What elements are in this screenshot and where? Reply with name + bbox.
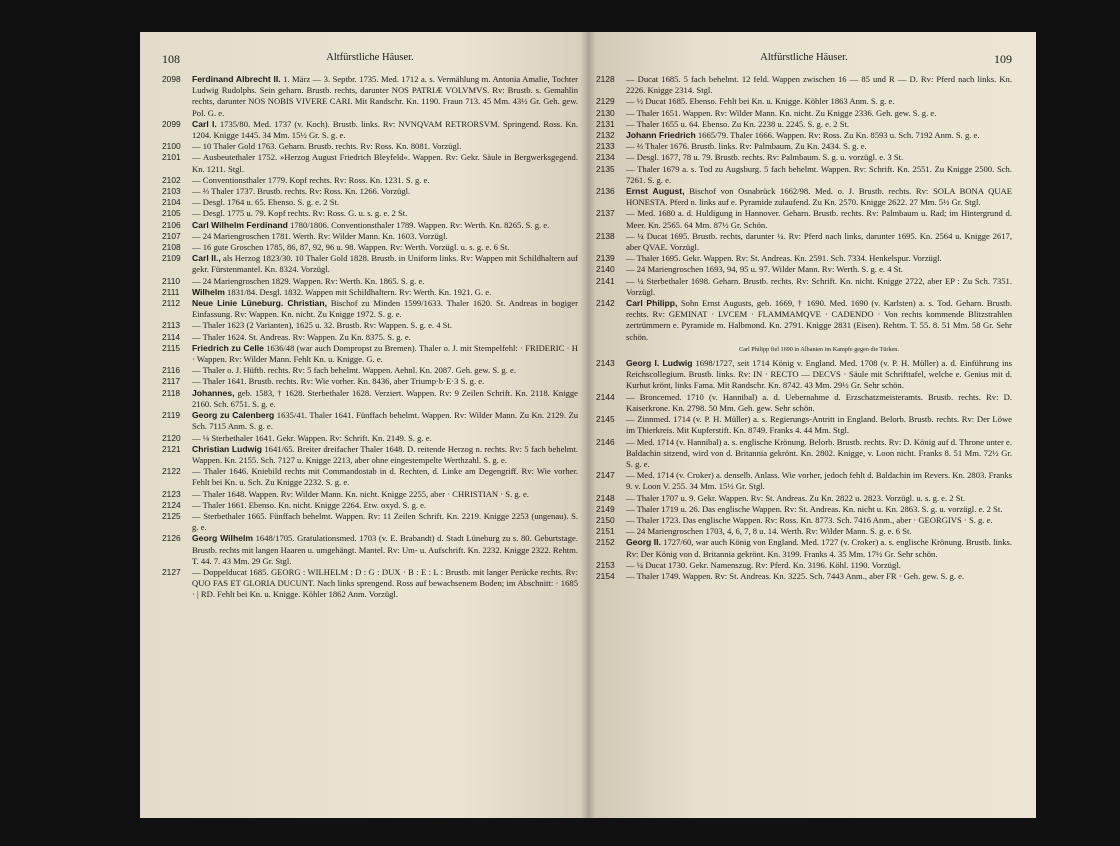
entry-text: — Thaler 1723. Das englische Wappen. Rv: Ross. Kn. 8773. Sch. 7416 Anm., aber · GEORGIVS · S. g. e. (626, 514, 993, 525)
entry-text: — Desgl. 1677, 78 u. 79. Brustb. rechts. Rv: Palmbaum. S. g. u. vorzügl. e. 3 St. (626, 152, 904, 163)
entry-description (192, 152, 578, 174)
entry-description (192, 388, 578, 410)
lot-number: 2149 (596, 503, 615, 514)
lot-number: 2132 (596, 130, 615, 141)
lot-number: 2151 (596, 526, 615, 537)
lot-number: 2127 (162, 566, 181, 577)
entry-text: — ⅛ Sterbethaler 1641. Gekr. Wappen. Rv: Schrift. Kn. 2149. S. g. e. (192, 432, 432, 443)
lot-number: 2100 (162, 141, 181, 152)
entry-text: — Thaler 1707 u. 9. Gekr. Wappen. Rv: St. Andreas. Zu Kn. 2822 u. 2823. Vorzügl. u. s. g. e. 2 St. (626, 492, 966, 503)
entry-text: — Thaler 1623 (2 Varianten), 1625 u. 32. Brustb. Rv: Wappen. S. g. e. 4 St. (192, 320, 452, 331)
ruler-heading: Carl II., (192, 253, 221, 264)
entry-description (626, 231, 1012, 253)
ruler-heading: Wilhelm (192, 286, 225, 297)
ruler-heading: Ernst August, (626, 186, 685, 197)
entry-description (192, 466, 578, 488)
entry-description (626, 537, 1012, 559)
catalog-entry (162, 567, 578, 601)
lot-number: 2130 (596, 107, 615, 118)
footnote: Carl Philipp fiel 1690 in Albanien im Kampfe gegen die Türken. (739, 345, 899, 353)
catalog-entry (596, 537, 1012, 559)
lot-number: 2129 (596, 96, 615, 107)
left-running-title: Altfürstliche Häuser. (326, 52, 414, 63)
entry-text: — ¼ Ducat 1730. Gekr. Namenszug. Rv: Pferd. Kn. 3196. Köhl. 1190. Vorzügl. (626, 559, 901, 570)
lot-number: 2145 (596, 414, 615, 425)
entry-description (626, 164, 1012, 186)
entry-text: — Thaler 1749. Wappen. Rv: St. Andreas. Kn. 3225. Sch. 7443 Anm., aber FR · Geh. gew. S. g. e. (626, 570, 965, 581)
entry-description (626, 515, 1012, 526)
entry-text: 1636/48 (war auch Dompropst zu Bremen). Thaler o. J. mit Stempelfehl: · FRIDERIC · H · Wappen. Rv: Wilder Mann. Fehlt Kn. u. Knigge. G. e. (192, 342, 579, 365)
entry-description (192, 242, 578, 253)
catalog-entry (596, 414, 1012, 436)
lot-number: 2133 (596, 141, 615, 152)
entry-description (192, 231, 578, 242)
right-running-title: Altfürstliche Häuser. (760, 52, 848, 63)
entry-description (192, 208, 578, 219)
catalog-entry (596, 130, 1012, 141)
lot-number: 2103 (162, 186, 181, 197)
entry-description (626, 298, 1012, 343)
lot-number: 2114 (162, 331, 181, 342)
entry-description (626, 264, 1012, 275)
entry-description (192, 332, 578, 343)
entry-description (192, 141, 578, 152)
catalog-entry (162, 365, 578, 376)
entry-description (626, 358, 1012, 392)
entry-description (192, 287, 578, 298)
left-entry-list (162, 74, 578, 601)
lot-number: 2105 (162, 208, 181, 219)
catalog-entry (162, 489, 578, 500)
lot-number: 2153 (596, 559, 615, 570)
catalog-entry (162, 332, 578, 343)
entry-text: — 24 Mariengroschen 1693, 94, 95 u. 97. Wilder Mann. Rv: Werth. S. g. e. 4 St. (626, 264, 903, 275)
catalog-entry (162, 410, 578, 432)
entry-text: — ¼ Ducat 1695. Brustb. rechts, darunter ¼. Rv: Pferd nach links, darunter 1695. Kn. 2564 u. Knigge 2617, aber QVAE. Vorzügl. (626, 230, 1012, 253)
entry-description (192, 253, 578, 275)
lot-number: 2136 (596, 186, 615, 197)
catalog-entry (596, 96, 1012, 107)
entry-text: — 24 Mariengroschen 1703, 4, 6, 7, 8 u. 14. Werth. Rv: Wilder Mann. S. g. e. 6 St. (626, 526, 912, 537)
catalog-entry (162, 533, 578, 567)
lot-number: 2147 (596, 470, 615, 481)
entry-description (626, 141, 1012, 152)
entry-text: Sohn Ernst Augusts, geb. 1669, † 1690. Med. 1690 (v. Karlsten) a. s. Tod. Geharn. Brustb. rechts. Rv: GEMINAT · LVCEM · FLAMMAMQVE · CADENDO · Von rechts kommende Blitzstrahlen zertrümmern e. Pyramide m. Halbmond. Kn. 2791. Knigge 2831 (Eisen). Rehtm. T. 55. 8. 51 Mm. 58 Gr. Sehr schön. (626, 298, 1013, 342)
entry-text: — Thaler 1648. Wappen. Rv: Wilder Mann. Kn. nicht. Knigge 2255, aber · CHRISTIAN · S. g. e. (192, 488, 529, 499)
lot-number: 2148 (596, 492, 615, 503)
catalog-entry (162, 500, 578, 511)
left-page-number: 108 (162, 52, 180, 66)
lot-number: 2112 (162, 298, 181, 309)
lot-number: 2126 (162, 533, 181, 544)
lot-number: 2128 (596, 74, 615, 84)
catalog-entry (596, 74, 1012, 96)
catalog-entry (162, 320, 578, 331)
catalog-entry (162, 152, 578, 174)
entry-text: — Thaler 1679 a. s. Tod zu Augsburg. 5 fach behelmt. Wappen. Rv: Schrift. Kn. 2551. Zu Knigge 2500. Sch. 7261. S. g. e. (626, 163, 1012, 185)
entry-text: — 16 gute Groschen 1785, 86, 87, 92, 96 u. 98. Wappen. Rv: Werth. Vorzügl. u. s. g. e. 6 St. (192, 242, 510, 253)
ruler-heading: Georg zu Calenberg (192, 410, 275, 421)
catalog-entry (596, 231, 1012, 253)
catalog-entry (596, 493, 1012, 504)
catalog-entry (162, 253, 578, 275)
entry-text: — Med. 1714 (v. Hannibal) a. s. englische Krönung. Belorb. Brustb. rechts. Rv: D. König auf d. Throne unter e. Baldachin sitzend, wird von d. Britannia gekrönt. Kn. 2802. Knigge, v. Loon nicht. Franks 8. 51 Mm. 72½ Gr. S. g. e. (626, 436, 1012, 469)
catalog-entry (162, 186, 578, 197)
entry-description (626, 152, 1012, 163)
entry-description (192, 365, 578, 376)
catalog-entry (162, 511, 578, 533)
catalog-entry (162, 276, 578, 287)
entry-text: — ¼ Sterbethaler 1698. Geharn. Brustb. rechts. Rv: Schrift. Kn. nicht. Knigge 2722, aber EP : Zu Sch. 7351. Vorzügl. (626, 275, 1012, 297)
entry-description (192, 175, 578, 186)
entry-description (192, 119, 578, 141)
entry-description (192, 376, 578, 387)
entry-text: als Herzog 1823/30. 10 Thaler Gold 1828. Brustb. in Uniform links. Rv: Wappen mit Schildhaltern auf gekr. Fürstenmantel. Kn. 8324. Vorzügl. (192, 253, 579, 275)
entry-text: — Thaler o. J. Hüftb. rechts. Rv: 5 fach behelmt. Wappen. Aehnl. Kn. 2087. Geh. gew. S. g. e. (192, 365, 516, 376)
catalog-entry (162, 466, 578, 488)
entry-text: — Broncemed. 1710 (v. Hannibal) a. d. Uebernahme d. Erzschatzmeisteramts. Brustb. rechts. Rv: D. Kaiserkrone. Kn. 2798. 50 Mm. Geh. gew. Sehr schön. (626, 391, 1012, 413)
entry-text: — ½ Ducat 1685. Ebenso. Fehlt bei Kn. u. Knigge. Köhler 1863 Anm. S. g. e. (626, 96, 895, 107)
catalog-entry (596, 504, 1012, 515)
lot-number: 2124 (162, 499, 181, 510)
lot-number: 2122 (162, 466, 181, 477)
entry-text: — Thaler 1651. Wappen. Rv: Wilder Mann. Kn. nicht. Zu Knigge 2336. Geh. gew. S. g. e. (626, 107, 937, 118)
entry-description (626, 571, 1012, 582)
catalog-entry (162, 388, 578, 410)
entry-description (626, 560, 1012, 571)
entry-text: — Med. 1714 (v. Croker) a. denselb. Anlass. Wie vorher, jedoch fehlt d. Baldachin im Revers. Kn. 2803. Franks 9. v. Loon V. 255. 34 Mm. 15½ Gr. Stgl. (626, 470, 1012, 492)
lot-number: 2154 (596, 570, 615, 581)
entry-description (626, 526, 1012, 537)
entry-text: — Doppelducat 1685. GEORG : WILHELM : D : G : DUX · B : E : L : Brustb. mit langer Perücke rechts. Rv: QUO FAS ET GLORIA DUCUNT. Nach links sprengend. Ross auf bewachsenem Boden; im Abschnitt: · 1685 · | RD. Fehlt bei Kn. u. Knigge. Köhler 1862 Anm. Vorzügl. (192, 566, 578, 600)
entry-description (192, 410, 578, 432)
catalog-entry (162, 141, 578, 152)
entry-description (192, 500, 578, 511)
entry-text: Bischof zu Minden 1599/1633. Thaler 1620. St. Andreas in bogiger Einfassung. Rv: Wappen. Kn. nicht. Zu Knigge 1972. S. g. e. (192, 298, 579, 320)
lot-number: 2099 (162, 118, 181, 129)
catalog-entry (596, 470, 1012, 492)
lot-number: 2109 (162, 253, 181, 264)
entry-text: — 10 Thaler Gold 1763. Geharn. Brustb. rechts. Rv: Ross. Kn. 8081. Vorzügl. (192, 141, 462, 152)
ruler-heading: Neue Linie Lüneburg. Christian, (192, 298, 327, 309)
entry-description (626, 119, 1012, 130)
catalog-entry (596, 571, 1012, 582)
ruler-heading: Carl I. (192, 118, 217, 129)
lot-number: 2098 (162, 74, 181, 84)
catalog-entry (162, 242, 578, 253)
lot-number: 2113 (162, 320, 181, 331)
catalog-entry (162, 74, 578, 119)
entry-description (192, 444, 578, 466)
entry-text: — Thaler 1624. St. Andreas. Rv: Wappen. Zu Kn. 8375. S. g. e. (192, 331, 411, 342)
ruler-heading: Georg II. (626, 537, 661, 548)
lot-number: 2101 (162, 152, 181, 163)
entry-description (192, 74, 578, 119)
ruler-heading: Georg Wilhelm (192, 533, 253, 544)
entry-text: 1698/1727, seit 1714 König v. England. Med. 1708 (v. P. H. Müller) a. d. Einführung ins Reichscollegium. Brustb. links. Rv: IN · RECTO — DECVS · Säule mit Schrifttafel, welche e. Genius mit d. Kurhut krönt, links Fama. Mit Randschr. Kn. 8742. 43 Mm. 29½ Gr. Sehr schön. (626, 358, 1012, 391)
catalog-entry (596, 298, 1012, 343)
entry-description (192, 276, 578, 287)
catalog-entry (596, 276, 1012, 298)
entry-description (192, 220, 578, 231)
entry-text: — Conventionsthaler 1779. Kopf rechts. Rv: Ross. Kn. 1231. S. g. e. (192, 174, 430, 185)
lot-number: 2117 (162, 376, 181, 387)
entry-text: — Desgl. 1775 u. 79. Kopf rechts. Rv: Ross. G. u. s. g. e. 2 St. (192, 208, 408, 219)
lot-number: 2111 (162, 286, 180, 297)
entry-text: 1. März — 3. Septbr. 1735. Med. 1712 a. s. Vermählung m. Antonia Amalie, Tochter Ludwig Rudolphs. Sein geharn. Brustb. rechts, darunter NOS PATRIÆ VOLVMVS. Rv: Brustb. s. Gemahlin rechts, darunter NOS NOBIS VIVERE CARI. Mit Randschr. Kn. 1190. Fraun 713. 45 Mm. 43½ Gr. Geh. gew. Pol. G. e. (192, 74, 578, 118)
catalog-entry (162, 444, 578, 466)
entry-description (626, 504, 1012, 515)
entry-description (192, 298, 578, 320)
ruler-heading: Ferdinand Albrecht II. (192, 74, 281, 84)
entry-text: 1641/65. Breiter dreifacher Thaler 1648. D. reitende Herzog n. rechts. Rv: 5 fach behelmt. Wappen. Kn. 2155. Sch. 7127 u. Knigge 2213, aber ohne eingestempelte Werthzahl. S. g. e. (192, 443, 578, 465)
lot-number: 2115 (162, 342, 181, 353)
entry-description (626, 130, 1012, 141)
catalog-entry (596, 392, 1012, 414)
entry-description (626, 186, 1012, 208)
lot-number: 2120 (162, 432, 181, 443)
entry-text: — Med. 1680 a. d. Huldigung in Hannover. Geharn. Brustb. rechts. Rv: Palmbaum u. Rad; im Hintergrund d. Meer. Kn. 2565. 64 Mm. 87½ Gr. Schön. (626, 208, 1012, 230)
catalog-entry (596, 141, 1012, 152)
catalog-entry (162, 287, 578, 298)
lot-number: 2106 (162, 219, 181, 230)
catalog-entry (162, 220, 578, 231)
entry-text: 1665/79. Thaler 1666. Wappen. Rv: Ross. Zu Kn. 8593 u. Sch. 7192 Anm. S. g. e. (697, 130, 980, 141)
entry-description (192, 186, 578, 197)
entry-text: 1780/1806. Conventionsthaler 1789. Wappen. Rv: Werth. Kn. 8265. S. g. e. (290, 219, 550, 230)
entry-text: 1727/60, war auch König von England. Med. 1727 (v. Croker) a. s. englische Krönung. Brustb. links. Rv: Der König von d. Britannia gekrönt. Kn. 3199. Franks 4. 35 Mm. 17½ Gr. Sehr schön. (626, 537, 1012, 559)
entry-text: — Thaler 1695. Gekr. Wappen. Rv: St. Andreas. Kn. 2591. Sch. 7334. Henkelspur. Vorzügl. (626, 253, 942, 264)
entry-text: — Desgl. 1764 u. 65. Ebenso. S. g. e. 2 St. (192, 197, 340, 208)
entry-text: — Thaler 1655 u. 64. Ebenso. Zu Kn. 2238 u. 2245. S. g. e. 2 St. (626, 118, 850, 129)
entry-description (626, 392, 1012, 414)
catalog-entry (596, 208, 1012, 230)
entry-description (626, 493, 1012, 504)
ruler-heading: Friedrich zu Celle (192, 342, 264, 353)
entry-description (626, 276, 1012, 298)
entry-description (626, 414, 1012, 436)
lot-number: 2143 (596, 358, 615, 369)
entry-text: — Ausbeutethaler 1752. »Herzog August Friedrich Bleyfeld«. Wappen. Rv: Gekr. Säule in Bergwerksgegend. Kn. 1211. Stgl. (192, 152, 578, 174)
catalog-entry (162, 376, 578, 387)
entry-description (192, 567, 578, 601)
entry-text: 1735/80. Med. 1737 (v. Koch). Brustb. links. Rv: NVNQVAM RETRORSVM. Springend. Ross. Kn. 1204. Knigge 1445. 34 Mm. 15½ Gr. S. g. e. (192, 118, 578, 141)
entry-description (192, 489, 578, 500)
entry-text: — Ducat 1685. 5 fach behelmt. 12 feld. Wappen zwischen 16 — 85 und R — D. Rv: Pferd nach links. Kn. 2226. Knigge 2314. Stgl. (626, 74, 1012, 96)
lot-number: 2116 (162, 365, 181, 376)
lot-number: 2123 (162, 488, 181, 499)
lot-number: 2118 (162, 387, 181, 398)
catalog-entry (162, 119, 578, 141)
catalog-entry (162, 208, 578, 219)
catalog-entry (596, 560, 1012, 571)
catalog-entry (596, 108, 1012, 119)
entry-text: geb. 1583, † 1628. Sterbethaler 1628. Verziert. Wappen. Rv: 9 Zeilen Schrift. Kn. 2118. Knigge 2160. Sch. 6751. S. g. e. (192, 387, 578, 409)
entry-text: — ⅔ Thaler 1676. Brustb. links. Rv: Palmbaum. Zu Kn. 2434. S. g. e. (626, 141, 867, 152)
lot-number: 2110 (162, 275, 181, 286)
entry-description (626, 96, 1012, 107)
lot-number: 2107 (162, 230, 181, 241)
catalog-entry (596, 253, 1012, 264)
lot-number: 2108 (162, 242, 181, 253)
right-page (588, 32, 1036, 818)
entry-text: 1648/1705. Gratulationsmed. 1703 (v. E. Brabandt) d. Stadt Lüneburg zu s. 80. Geburtstage. Brustb. rechts mit langen Haaren u. umgehängt. Mantel. Rv: Um- u. Aufschrift. Kn. 2232. Knigge 2322. Rehtm. T. 44. 7. 43 Mm. 29 Gr. Stgl. (192, 533, 578, 566)
catalog-entry (596, 437, 1012, 471)
right-page-header (596, 52, 1012, 68)
catalog-entry (162, 197, 578, 208)
lot-number: 2137 (596, 208, 615, 219)
lot-number: 2138 (596, 230, 615, 241)
entry-text: 1831/84. Desgl. 1832. Wappen mit Schildhaltern. Rv: Werth. Kn. 1921. G. e. (227, 286, 492, 297)
right-page-number: 109 (994, 52, 1012, 66)
ruler-heading: Johann Friedrich (626, 130, 696, 141)
catalog-entry (596, 358, 1012, 392)
ruler-heading: Christian Ludwig (192, 443, 262, 454)
catalog-entry (162, 433, 578, 444)
entry-description (626, 437, 1012, 471)
entry-description (192, 433, 578, 444)
lot-number: 2140 (596, 264, 615, 275)
lot-number: 2146 (596, 436, 615, 447)
left-page-header (162, 52, 578, 68)
book-gutter (580, 32, 596, 818)
ruler-heading: Carl Philipp, (626, 298, 678, 309)
lot-number: 2102 (162, 174, 181, 185)
entry-text: — Thaler 1646. Kniebild rechts mit Commandostab in d. Rechten, d. Linke am Degengriff. Rv: Wie vorher. Fehlt bei Kn. u. Sch. Zu Knigge 2232. S. g. e. (192, 466, 578, 488)
left-page (140, 32, 588, 818)
catalog-entry (162, 298, 578, 320)
lot-number: 2144 (596, 391, 615, 402)
entry-text: Bischof von Osnabrück 1662/98. Med. o. J. Brustb. rechts. Rv: SOLA BONA QUAE HONESTA. Pferd n. links auf e. Pyramide zulaufend. Zu Kn. 2570. Knigge 2622. 27 Mm. 5½ Gr. Stgl. (626, 186, 1012, 208)
lot-number: 2134 (596, 152, 615, 163)
lot-number: 2135 (596, 163, 615, 174)
entry-description (626, 208, 1012, 230)
catalog-entry (162, 231, 578, 242)
entry-text: — ⅔ Thaler 1737. Brustb. rechts. Rv: Ross. Kn. 1266. Vorzügl. (192, 186, 411, 197)
ruler-heading: Georg I. Ludwig (626, 358, 693, 369)
catalog-entry (596, 526, 1012, 537)
catalog-entry (162, 343, 578, 365)
entry-text: 1635/41. Thaler 1641. Fünffach behelmt. Wappen. Rv: Wilder Mann. Zu Kn. 2129. Zu Sch. 7115 Anm. S. g. e. (192, 410, 578, 432)
lot-number: 2131 (596, 118, 615, 129)
entry-description (192, 511, 578, 533)
book-spread (140, 32, 1036, 818)
entry-description (626, 74, 1012, 96)
catalog-entry (596, 186, 1012, 208)
entry-description (626, 470, 1012, 492)
ruler-heading: Carl Wilhelm Ferdinand (192, 219, 288, 230)
entry-description (192, 533, 578, 567)
entry-text: — 24 Mariengroschen 1829. Wappen. Rv: Werth. Kn. 1865. S. g. e. (192, 275, 425, 286)
catalog-entry (596, 119, 1012, 130)
entry-text: — Sterbethaler 1665. Fünffach behelmt. Wappen. Rv: 11 Zeilen Schrift. Kn. 2219. Knigge 2253 (ungenau). S. g. e. (192, 510, 578, 533)
catalog-entry (596, 164, 1012, 186)
entry-description (192, 197, 578, 208)
catalog-entry (162, 175, 578, 186)
entry-description (626, 108, 1012, 119)
entry-description (192, 343, 578, 365)
entry-text: — Thaler 1641. Brustb. rechts. Rv: Wie vorher. Kn. 8436, aber Triump·b·E·3 S. g. e. (192, 376, 485, 387)
catalog-entry (596, 515, 1012, 526)
catalog-entry (596, 264, 1012, 275)
entry-description (626, 253, 1012, 264)
ruler-heading: Johannes, (192, 387, 235, 398)
lot-number: 2121 (162, 443, 181, 454)
lot-number: 2150 (596, 514, 615, 525)
lot-number: 2119 (162, 410, 181, 421)
lot-number: 2125 (162, 510, 181, 521)
entry-text: — 24 Mariengroschen 1781. Werth. Rv: Wilder Mann. Kn. 1603. Vorzügl. (192, 230, 448, 241)
lot-number: 2139 (596, 253, 615, 264)
lot-number: 2104 (162, 197, 181, 208)
catalog-entry (596, 152, 1012, 163)
lot-number: 2152 (596, 537, 615, 548)
entry-text: — Thaler 1719 u. 26. Das englische Wappen. Rv: St. Andreas. Kn. nicht u. Kn. 2863. S. g. u. vorzügl. e. 2 St. (626, 503, 1003, 514)
lot-number: 2142 (596, 298, 615, 309)
entry-text: — Thaler 1661. Ebenso. Kn. nicht. Knigge 2264. Etw. oxyd. S. g. e. (192, 499, 427, 510)
entry-description (192, 320, 578, 331)
entry-text: — Zinnmed. 1714 (v. P. H. Müller) a. s. Regierungs-Antritt in England. Belorb. Brustb. rechts. Rv: Der Löwe im Thierkreis. Mit Kupferstift. Kn. 8749. Franks 4. 44 Mm. Stgl. (626, 414, 1012, 436)
lot-number: 2141 (596, 275, 615, 286)
right-entry-list (596, 74, 1012, 582)
